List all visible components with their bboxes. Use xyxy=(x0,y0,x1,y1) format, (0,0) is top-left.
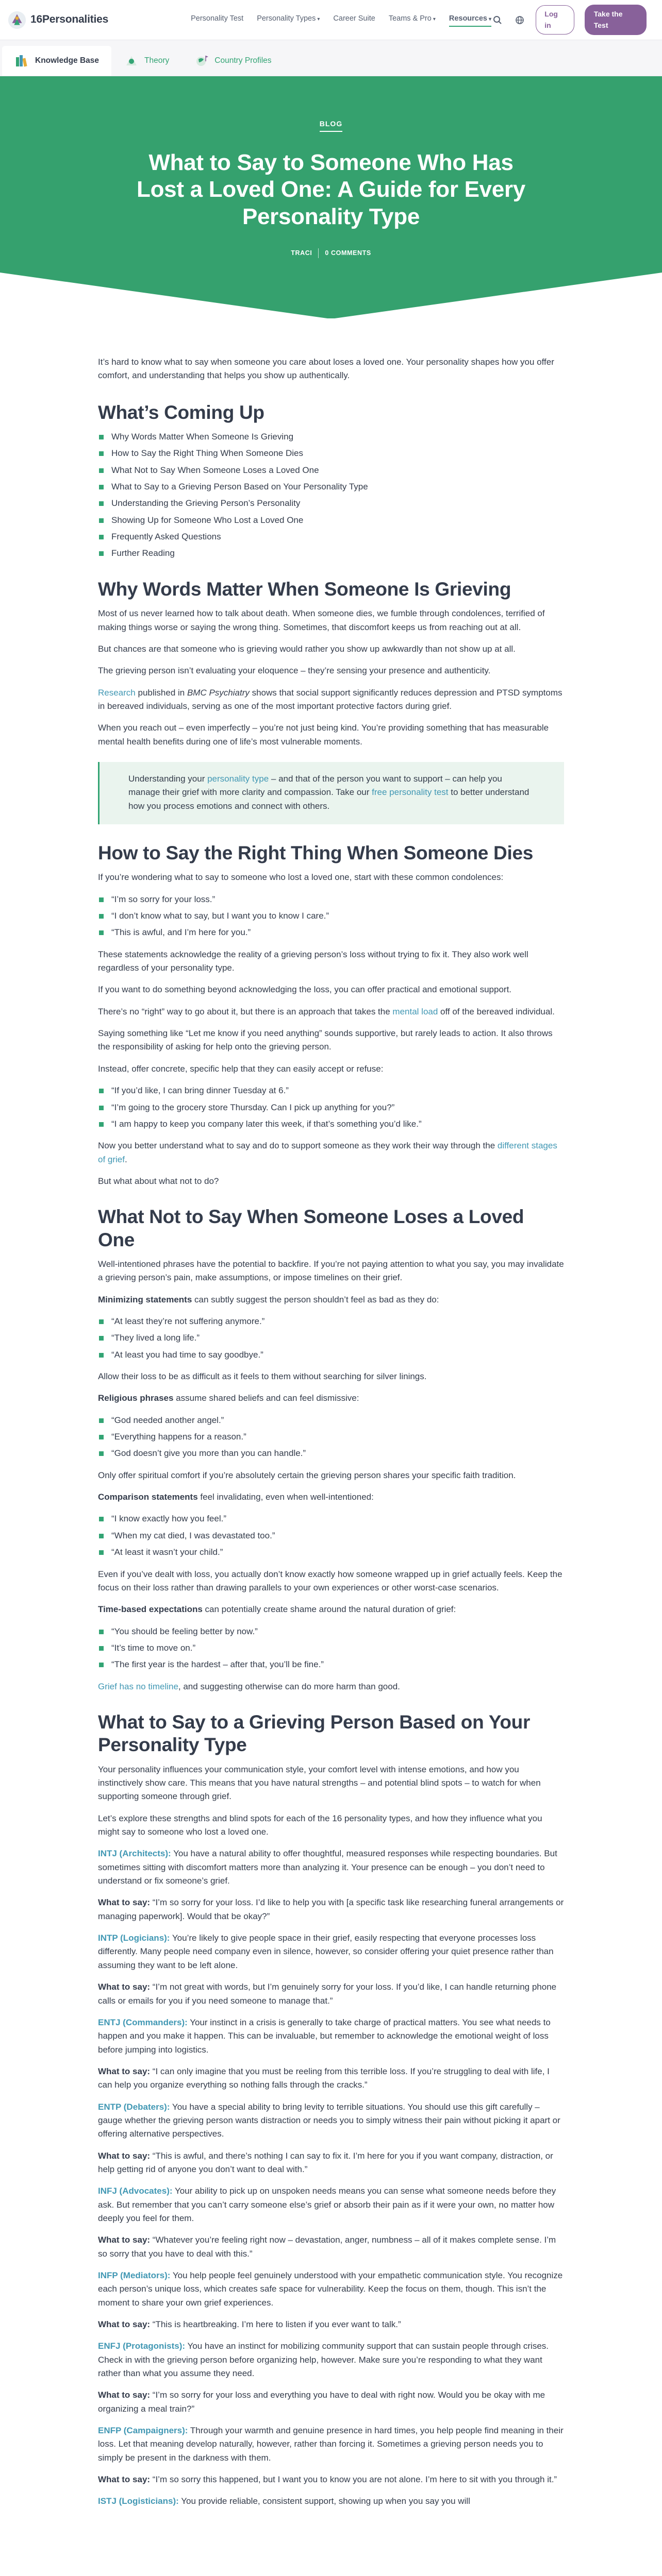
nav-label: Personality Test xyxy=(191,14,244,23)
bold-label: What to say: xyxy=(98,2066,151,2076)
tab-country-profiles[interactable] xyxy=(181,46,284,76)
type-description xyxy=(98,2016,564,2057)
paragraph: Saying something like “Let me know if you need anything” sounds supportive, but rarely leads to action. It also throws the responsibility of asking for help onto the grieving person. xyxy=(98,1028,553,1052)
section-heading-what-not-to-say: What Not to Say When Someone Loses a Loved One xyxy=(98,1206,524,1250)
author-link[interactable]: TRACI xyxy=(291,249,312,257)
text: Your instinct in a crisis is generally to take charge of practical matters. You see what needs to happen and you make it happen. This can be invaluable, but remember to acknowledge the emotional weight of loss before jumping into logistics. xyxy=(98,2017,551,2055)
stages-of-grief-link[interactable]: different stages of grief xyxy=(98,1141,557,1164)
text: . xyxy=(124,1154,127,1164)
text: “I’m so sorry this happened, but I want you to know you are not alone. I’m here to sit with you through it.” xyxy=(150,2475,557,2485)
type-link-enfp[interactable]: ENFP (Campaigners): xyxy=(98,2426,188,2436)
text: – and that of the person you want to support – can help you manage their grief with more clarity and compassion. Take our xyxy=(128,773,502,798)
text: “I can only imagine that you must be reeling from this terrible loss. If you’re struggling to deal with life, I can help you organize everything so nothing falls through the cracks.” xyxy=(98,2066,550,2090)
toc-item[interactable] xyxy=(98,464,564,477)
text: , and suggesting otherwise can do more harm than good. xyxy=(178,1681,400,1691)
bold-label: Minimizing statements xyxy=(98,1294,192,1304)
paragraph xyxy=(98,1680,564,1693)
what-to-say xyxy=(98,2318,564,2331)
toc-item[interactable] xyxy=(98,447,564,460)
type-link-entp[interactable]: ENTP (Debaters): xyxy=(98,2102,170,2112)
bold-label: Time-based expectations xyxy=(98,1604,203,1615)
books-icon xyxy=(14,53,30,69)
type-description xyxy=(98,2100,564,2141)
paragraph: But what about what not to do? xyxy=(98,1176,219,1186)
time-based-list xyxy=(98,1625,564,1672)
list-item: “I’m going to the grocery store Thursday. Can I pick up anything for you?” xyxy=(98,1101,564,1114)
list-item: “God doesn’t give you more than you can handle.” xyxy=(98,1447,564,1460)
toc-item[interactable] xyxy=(98,430,564,444)
mental-load-link[interactable]: mental load xyxy=(392,1006,438,1016)
paragraph xyxy=(98,1490,564,1504)
paragraph xyxy=(98,1293,564,1307)
callout-text xyxy=(128,772,535,813)
bold-label: What to say: xyxy=(98,2475,151,2485)
toc-item[interactable] xyxy=(98,497,564,510)
text: can subtly suggest the person shouldn’t feel as bad as they do: xyxy=(192,1294,439,1304)
list-item: “You should be feeling better by now.” xyxy=(98,1625,564,1638)
type-link-entj[interactable]: ENTJ (Commanders): xyxy=(98,2017,188,2027)
type-description xyxy=(98,2424,564,2465)
religious-list xyxy=(98,1414,564,1461)
tab-label: Country Profiles xyxy=(214,56,272,65)
grief-timeline-link[interactable]: Grief has no timeline xyxy=(98,1681,178,1691)
paragraph xyxy=(98,1139,564,1166)
text: feel invalidating, even when well-intentioned: xyxy=(197,1492,374,1502)
journal-name: BMC Psychiatry xyxy=(187,687,250,698)
toc-item[interactable] xyxy=(98,514,564,527)
section-heading-right-thing: How to Say the Right Thing When Someone Dies xyxy=(98,842,533,863)
text: off of the bereaved individual. xyxy=(438,1006,555,1016)
type-description xyxy=(98,1847,564,1888)
type-link-infp[interactable]: INFP (Mediators): xyxy=(98,2270,171,2281)
comments-link[interactable]: 0 COMMENTS xyxy=(318,248,377,258)
paragraph: If you want to do something beyond acknowledging the loss, you can offer practical and emotional support. xyxy=(98,985,512,995)
list-item: “I don’t know what to say, but I want you to know I care.” xyxy=(98,909,564,923)
bold-label: What to say: xyxy=(98,1897,151,1908)
paragraph xyxy=(98,1005,564,1019)
bold-label: What to say: xyxy=(98,2150,151,2161)
what-to-say xyxy=(98,2473,564,2486)
what-to-say xyxy=(98,2233,564,2261)
paragraph: Only offer spiritual comfort if you’re absolutely certain the grieving person shares your specific faith tradition. xyxy=(98,1470,516,1480)
nav-personality-types[interactable] xyxy=(257,13,320,26)
tab-knowledge-base[interactable] xyxy=(2,46,111,76)
intro-paragraph: It’s hard to know what to say when someone you care about loses a loved one. Your personality shapes how you offer comfort, and understanding that helps you show up authentically. xyxy=(98,357,554,381)
nav-personality-test[interactable] xyxy=(191,13,243,26)
paragraph: Well-intentioned phrases have the potential to backfire. If you’re not paying attention to what you say, you may invalidate a grieving person’s pain, make assumptions, or impose timelines on their grief. xyxy=(98,1259,564,1283)
minimizing-list xyxy=(98,1315,564,1362)
main-nav xyxy=(191,13,491,26)
type-link-enfj[interactable]: ENFJ (Protagonists): xyxy=(98,2341,186,2351)
take-test-button[interactable]: Take the Test xyxy=(585,5,647,35)
text: assume shared beliefs and can feel dismissive: xyxy=(173,1393,359,1403)
text: “I’m not great with words, but I’m genuinely sorry for your loss. If you’d like, I can handle returning phone calls or emails for you if you need someone to manage that.” xyxy=(98,1982,557,2006)
list-item: “When my cat died, I was devastated too.” xyxy=(98,1529,564,1543)
logo-text: 16Personalities xyxy=(30,13,109,26)
list-item: “At least you had time to say goodbye.” xyxy=(98,1348,564,1362)
bold-label: What to say: xyxy=(98,2235,151,2245)
type-description xyxy=(98,2184,564,2225)
search-icon[interactable] xyxy=(491,14,503,26)
bold-label: Comparison statements xyxy=(98,1492,198,1502)
list-item: “They lived a long life.” xyxy=(98,1331,564,1345)
paragraph: Your personality influences your communication style, your comfort level with intense emotions, and how you instinctively show care. This means that you have natural strengths – and potential blind spots – to watch for when supporting someone through grief. xyxy=(98,1764,541,1802)
list-item: “Everything happens for a reason.” xyxy=(98,1430,564,1444)
paragraph: These statements acknowledge the reality of a grieving person’s loss without trying to fix it. They also work well regardless of your personality type. xyxy=(98,949,528,973)
tab-label: Theory xyxy=(144,56,170,65)
toc-heading: What’s Coming Up xyxy=(98,401,264,423)
section-heading-why-words-matter: Why Words Matter When Someone Is Grieving xyxy=(98,578,511,600)
paragraph: The grieving person isn’t evaluating your eloquence – they’re sensing your presence and authenticity. xyxy=(98,666,491,676)
resources-subnav xyxy=(0,40,662,76)
text: “I’m so sorry for your loss. I’d like to help you with [a specific task like researching funeral arrangements or managing paperwork]. Would that be okay?” xyxy=(98,1897,564,1921)
bold-label: What to say: xyxy=(98,2390,151,2400)
text: Your ability to pick up on unspoken needs means you can sense what someone needs before they ask. But remember that you can’t carry someone else’s grief or absorb their pain as if it were your own, no matter how deeply you feel for them. xyxy=(98,2186,556,2223)
nav-actions xyxy=(491,5,647,35)
paragraph: If you’re wondering what to say to someone who lost a loved one, start with these common condolences: xyxy=(98,872,504,883)
specific-help-list xyxy=(98,1084,564,1131)
personality-type-link[interactable]: personality type xyxy=(207,773,269,784)
login-button[interactable]: Log in xyxy=(536,5,574,35)
free-test-link[interactable]: free personality test xyxy=(372,787,449,798)
what-to-say xyxy=(98,2065,564,2092)
comparison-list xyxy=(98,1512,564,1559)
text: You have a natural ability to offer thoughtful, measured responses while respecting boundaries. But sometimes sitting with discomfort matters more than analyzing it. Your presence can be enough – you don’t need to understand or fix someone’s grief. xyxy=(98,1849,557,1886)
nav-label: Career Suite xyxy=(333,14,375,23)
toc-label: Understanding the Grieving Person’s Personality xyxy=(111,498,301,509)
text: shows that social support significantly reduces depression and PTSD symptoms in bereaved individuals, serving as one of the most important protective factors during grief. xyxy=(98,687,562,711)
article-hero xyxy=(0,76,662,318)
toc-label: What Not to Say When Someone Loses a Loved One xyxy=(111,465,319,475)
list-item: “This is awful, and I’m here for you.” xyxy=(98,926,564,939)
type-description xyxy=(98,2269,564,2310)
type-description xyxy=(98,2340,564,2380)
globe-flag-icon xyxy=(194,53,209,69)
theory-icon xyxy=(124,53,139,69)
text: “This is heartbreaking. I’m here to listen if you ever want to talk.” xyxy=(150,2319,401,2330)
text: You have a special ability to bring levity to terrible situations. You should use this gift carefully – gauge whether the grieving person wants distraction or needs you to simply witness their pain without picking it apart or offering alternative perspectives. xyxy=(98,2102,560,2139)
text: “This is awful, and there’s nothing I can say to fix it. I’m here for you if you want company, distraction, or help getting rid of anyone you don’t want to deal with.” xyxy=(98,2150,553,2174)
toc-item[interactable] xyxy=(98,530,564,544)
list-item: “I’m so sorry for your loss.” xyxy=(98,893,564,906)
text: You have an instinct for mobilizing community support that can sustain people through crises. Check in with the grieving person before organizing help, however. Make sure you’re responding to what they want rather than what you assume they need. xyxy=(98,2341,549,2379)
nav-career-suite[interactable] xyxy=(333,13,375,26)
text: to better understand how you process emotions and connect with others. xyxy=(128,787,529,811)
tab-label: Knowledge Base xyxy=(35,56,100,65)
toc-label: Frequently Asked Questions xyxy=(111,532,221,542)
nav-label: Resources xyxy=(449,14,487,23)
hero-kicker[interactable]: BLOG xyxy=(320,118,342,132)
list-item: “I know exactly how you feel.” xyxy=(98,1512,564,1526)
text: “Whatever you’re feeling right now – devastation, anger, numbness – all of it makes complete sense. I’m so sorry that you have to deal with this.” xyxy=(98,2235,556,2259)
nav-teams-pro[interactable] xyxy=(389,13,436,26)
list-item: “At least it wasn’t your child.” xyxy=(98,1546,564,1559)
table-of-contents xyxy=(98,430,564,561)
paragraph: Allow their loss to be as difficult as it feels to them without searching for silver linings. xyxy=(98,1371,427,1382)
text: Now you better understand what to say and do to support someone as they work their way through the xyxy=(98,1141,498,1151)
list-item: “It’s time to move on.” xyxy=(98,1641,564,1655)
text: Through your warmth and genuine presence in hard times, you help people find meaning in their loss. Let that meaning develop naturally, however, rather than forcing it. Sometimes a grieving person needs you to simply be present in the darkness with them. xyxy=(98,2426,564,2463)
list-item: “I am happy to keep you company later this week, if that’s something you’d like.” xyxy=(98,1117,564,1131)
text: There’s no “right” way to go about it, but there is an approach that takes the xyxy=(98,1006,393,1016)
nav-resources[interactable] xyxy=(449,13,491,26)
paragraph xyxy=(98,1392,564,1405)
type-link-intp[interactable]: INTP (Logicians): xyxy=(98,1933,170,1943)
hero-wave-decoration xyxy=(0,273,662,319)
text: published in xyxy=(135,687,187,698)
bold-label: Religious phrases xyxy=(98,1393,174,1403)
paragraph xyxy=(98,686,564,714)
what-to-say xyxy=(98,2388,564,2416)
what-to-say xyxy=(98,1896,564,1923)
chevron-down-icon: ▾ xyxy=(489,16,492,23)
list-item: “If you’d like, I can bring dinner Tuesday at 6.” xyxy=(98,1084,564,1097)
toc-label: What to Say to a Grieving Person Based on Your Personality Type xyxy=(111,482,368,492)
section-heading-by-personality: What to Say to a Grieving Person Based on Your Personality Type xyxy=(98,1711,531,1756)
list-item: “God needed another angel.” xyxy=(98,1414,564,1427)
page-title: What to Say to Someone Who Has Lost a Loved One: A Guide for Every Personality Type xyxy=(137,149,525,230)
paragraph: Even if you’ve dealt with loss, you actually don’t know exactly how someone wrapped up in grief actually feels. Keep the focus on their loss rather than drawing parallels to your own experiences or other worst-case scenarios. xyxy=(98,1569,562,1592)
type-link-istj[interactable]: ISTJ (Logisticians): xyxy=(98,2496,179,2506)
toc-item[interactable] xyxy=(98,547,564,560)
list-item: “At least they’re not suffering anymore.” xyxy=(98,1315,564,1328)
paragraph xyxy=(98,1603,564,1616)
type-description xyxy=(98,1931,564,1972)
research-link[interactable]: Research xyxy=(98,687,136,698)
toc-label: Further Reading xyxy=(111,548,175,558)
personality-test-callout xyxy=(98,762,564,824)
chevron-down-icon: ▾ xyxy=(317,16,320,23)
what-to-say xyxy=(98,1980,564,2008)
logo-mark-icon xyxy=(7,10,27,30)
text: Understanding your xyxy=(128,773,208,784)
paragraph: Instead, offer concrete, specific help that they can easily accept or refuse: xyxy=(98,1063,384,1074)
bold-label: What to say: xyxy=(98,1982,151,1992)
paragraph: Most of us never learned how to talk about death. When someone dies, we fumble through condolences, terrified of making things worse or saying the wrong thing. Sometimes, that discomfort keeps us from reaching out at all. xyxy=(98,608,545,632)
chevron-down-icon: ▾ xyxy=(433,16,436,23)
toc-item[interactable] xyxy=(98,480,564,494)
type-link-infj[interactable]: INFJ (Advocates): xyxy=(98,2186,173,2196)
nav-label: Teams & Pro xyxy=(388,14,432,23)
text: can potentially create shame around the natural duration of grief: xyxy=(202,1604,456,1615)
bold-label: What to say: xyxy=(98,2319,151,2330)
type-description xyxy=(98,2495,564,2508)
toc-label: Why Words Matter When Someone Is Grieving xyxy=(111,432,294,442)
paragraph: When you reach out – even imperfectly – you’re not just being kind. You’re providing something that has measurable mental health benefits during one of life’s most vulnerable moments. xyxy=(98,723,549,747)
paragraph: But chances are that someone who is grieving would rather you show up awkwardly than not show up at all. xyxy=(98,643,516,654)
tab-theory[interactable] xyxy=(111,46,181,76)
condolence-list xyxy=(98,893,564,940)
list-item: “The first year is the hardest – after that, you’ll be fine.” xyxy=(98,1658,564,1671)
text: “I’m so sorry for your loss and everything you have to deal with right now. Would you be okay with me organizing a meal train?” xyxy=(98,2390,545,2414)
nav-label: Personality Types xyxy=(257,14,316,23)
text: You help people feel genuinely understood with your empathetic communication style. You recognize each person’s unique loss, which creates safe space for vulnerability. Keep the focus on them, though. This isn’t the moment to share your own grief experiences. xyxy=(98,2270,563,2308)
what-to-say xyxy=(98,2149,564,2177)
text: You’re likely to give people space in their grief, easily respecting that everyone processes loss differently. Many people need company even in silence, however, so consider offering your quiet presence rather than assuming they want to be left alone. xyxy=(98,1933,554,1970)
logo[interactable] xyxy=(7,10,108,30)
text: You provide reliable, consistent support, showing up when you say you will xyxy=(178,2496,470,2506)
top-navigation xyxy=(0,0,662,40)
toc-label: How to Say the Right Thing When Someone Dies xyxy=(111,448,303,459)
paragraph: Let’s explore these strengths and blind spots for each of the 16 personality types, and how they influence what you might say to someone who lost a loved one. xyxy=(98,1813,542,1837)
language-globe-icon[interactable] xyxy=(514,14,525,26)
article-meta xyxy=(0,248,662,258)
article-body xyxy=(98,318,564,2509)
toc-label: Showing Up for Someone Who Lost a Loved One xyxy=(111,515,304,525)
type-link-intj[interactable]: INTJ (Architects): xyxy=(98,1849,171,1859)
